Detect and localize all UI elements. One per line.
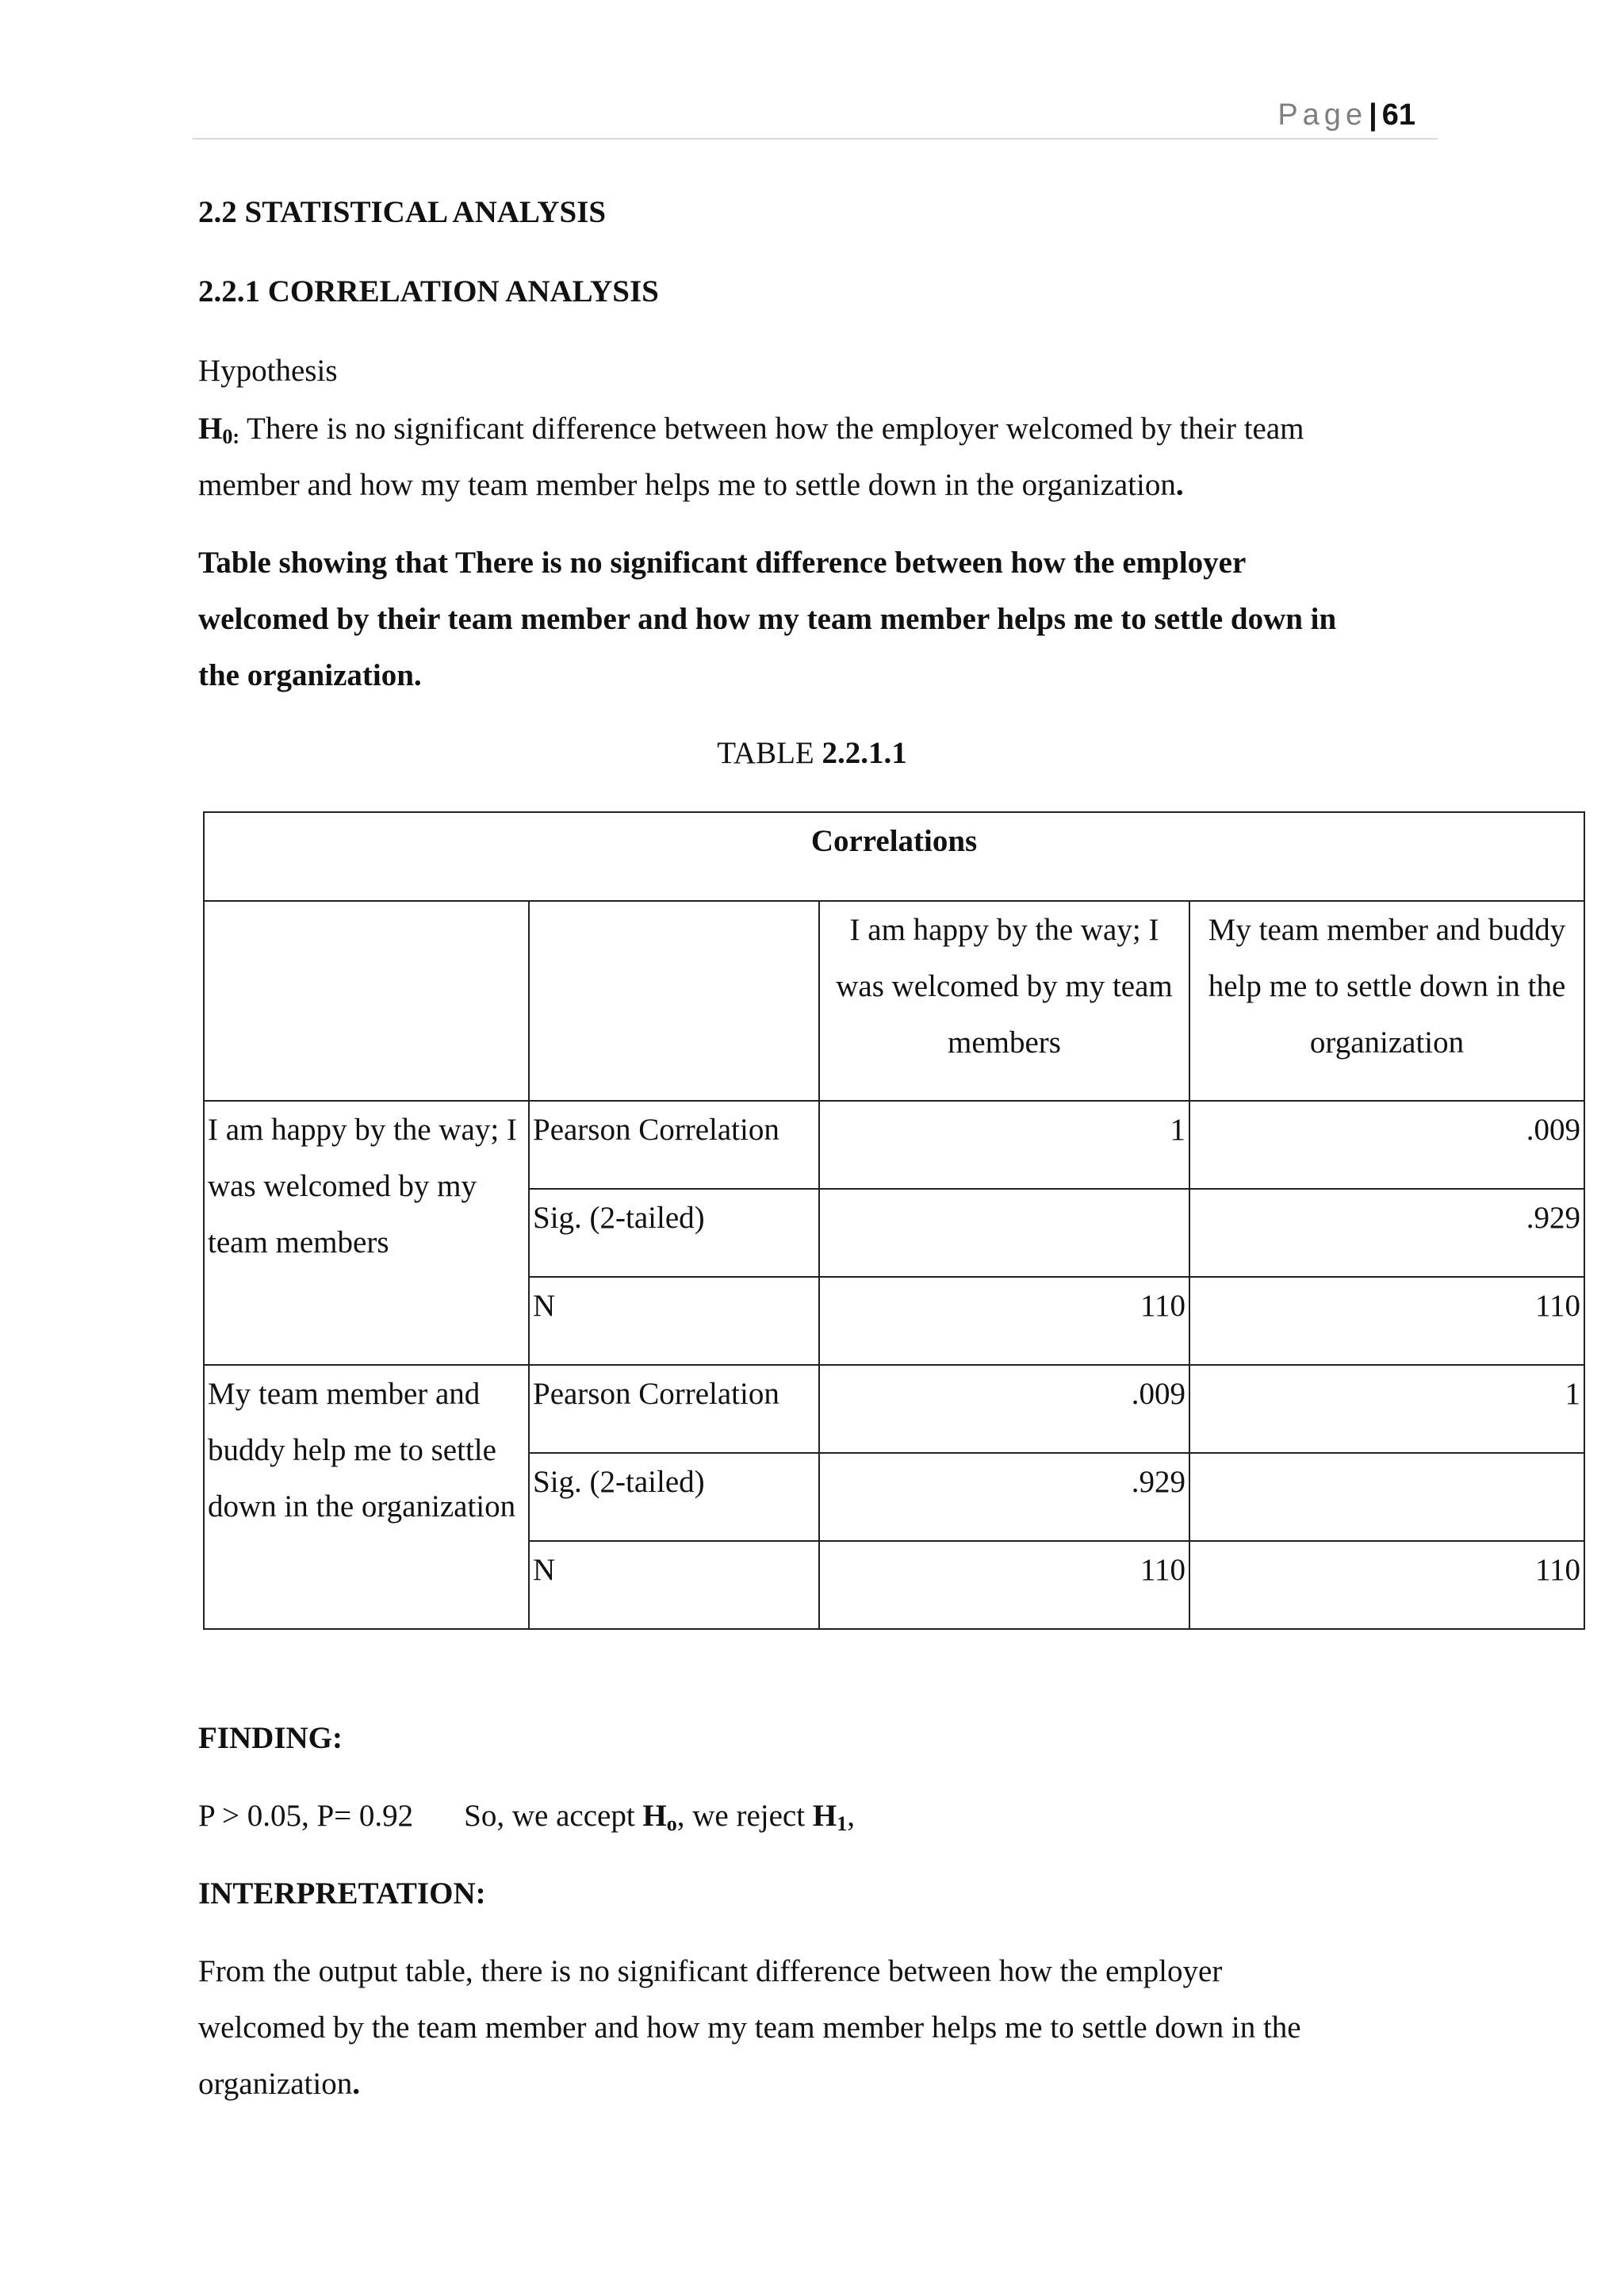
- table-cell: .009: [819, 1365, 1189, 1453]
- correlations-table: [203, 811, 1585, 1630]
- stat-label: Pearson Correlation: [529, 1365, 819, 1453]
- table-cell: 1: [819, 1101, 1189, 1189]
- stat-label: Sig. (2-tailed): [529, 1189, 819, 1277]
- column-header-settle: My team member and buddy help me to settle down in the organization: [1189, 901, 1584, 1101]
- subsection-title: 2.2.1 CORRELATION ANALYSIS: [198, 274, 659, 309]
- stat-label: Pearson Correlation: [529, 1101, 819, 1189]
- table-label-number: 2.2.1.1: [822, 736, 907, 770]
- table-caption-line-1: Table showing that There is no significant difference between how the employer: [198, 546, 1247, 580]
- interpretation-period: .: [352, 2067, 360, 2101]
- interpretation-line-2: welcomed by the team member and how my team member helps me to settle down in the: [198, 2010, 1301, 2045]
- table-cell: [819, 1189, 1189, 1277]
- section-title: 2.2 STATISTICAL ANALYSIS: [198, 195, 607, 229]
- interpretation-text-3: organization: [198, 2067, 353, 2101]
- empty-header-cell: [204, 901, 529, 1101]
- table-cell: [1189, 1453, 1584, 1541]
- h0-accept-sub: o: [666, 1812, 677, 1835]
- column-header-row: [204, 901, 1584, 1101]
- table-cell: 110: [1189, 1541, 1584, 1629]
- stat-label: Sig. (2-tailed): [529, 1453, 819, 1541]
- page-number: [1277, 98, 1415, 132]
- h0-line-1: [198, 401, 1304, 465]
- interpretation-line-3: [198, 2056, 360, 2112]
- column-header-welcomed: I am happy by the way; I was welcomed by my team members: [819, 901, 1189, 1101]
- row-group-label-welcomed: I am happy by the way; I was welcomed by my team members: [204, 1101, 529, 1365]
- finding-stats: P > 0.05, P= 0.92: [198, 1799, 414, 1833]
- table-cell: 110: [1189, 1277, 1584, 1365]
- table-caption-line-3: the organization.: [198, 658, 422, 692]
- table-caption-line-2: welcomed by their team member and how my team member helps me to settle down in: [198, 602, 1337, 636]
- page-label: Page: [1277, 98, 1368, 132]
- empty-header-cell: [529, 901, 819, 1101]
- h0-subscript: 0:: [222, 425, 240, 448]
- table-cell: 110: [819, 1541, 1189, 1629]
- h0-line-2: [198, 457, 1184, 513]
- stat-label: N: [529, 1541, 819, 1629]
- row-group-label-settle: My team member and buddy help me to settle down in the organization: [204, 1365, 529, 1629]
- finding-text-1: So, we accept: [464, 1799, 643, 1833]
- page-header: [193, 94, 1438, 140]
- h1-reject-symbol: H: [812, 1799, 837, 1833]
- h0-text-1: There is no significant difference between how the employer welcomed by their team: [239, 412, 1304, 446]
- finding-text-3: ,: [847, 1799, 855, 1833]
- interpretation-line-1: From the output table, there is no significant difference between how the employer: [198, 1954, 1223, 1988]
- finding-text-2: , we reject: [676, 1799, 813, 1833]
- table-cell: .929: [1189, 1189, 1584, 1277]
- finding-heading: FINDING:: [198, 1721, 343, 1755]
- h0-period: .: [1175, 468, 1184, 502]
- table-cell: 1: [1189, 1365, 1584, 1453]
- table-cell: .009: [1189, 1101, 1584, 1189]
- hypothesis-label: Hypothesis: [198, 354, 338, 388]
- table-label: [0, 730, 1624, 777]
- table-cell: 110: [819, 1277, 1189, 1365]
- h0-accept-symbol: H: [642, 1799, 667, 1833]
- page-number-value: 61: [1381, 98, 1415, 132]
- h0-text-2: member and how my team member helps me to settle down in the organization: [198, 468, 1176, 502]
- interpretation-heading: INTERPRETATION:: [198, 1876, 486, 1911]
- table-cell: .929: [819, 1453, 1189, 1541]
- stat-label: N: [529, 1277, 819, 1365]
- h0-symbol: H: [198, 412, 223, 446]
- finding-line: [198, 1788, 855, 1852]
- page-separator: |: [1369, 98, 1377, 132]
- table-row: [204, 1365, 1584, 1453]
- table-label-prefix: TABLE: [717, 736, 822, 770]
- h1-reject-sub: 1: [837, 1812, 848, 1835]
- table-caption: Correlations: [204, 812, 1584, 901]
- table-row: [204, 1101, 1584, 1189]
